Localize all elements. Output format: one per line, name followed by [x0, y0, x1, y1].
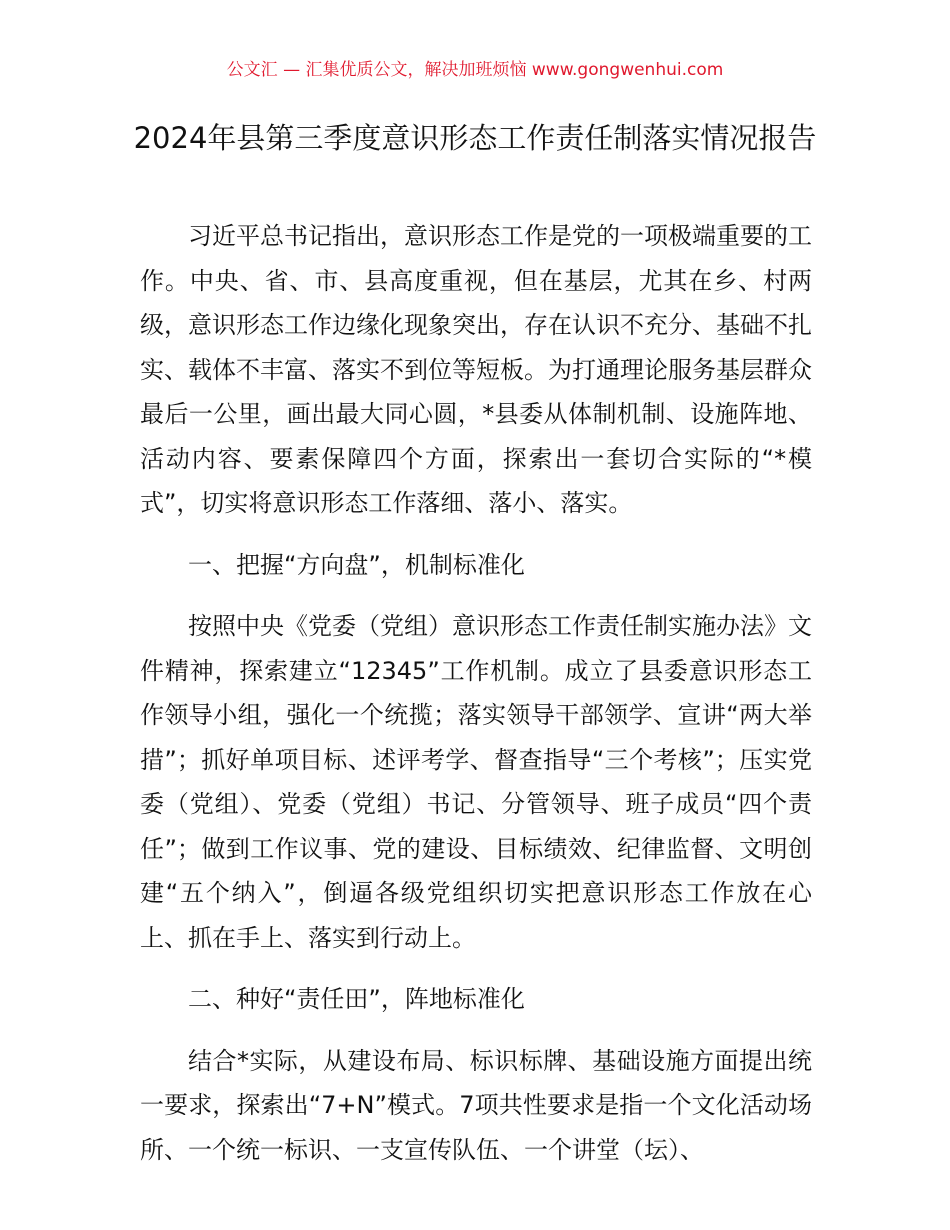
header-banner[interactable]: 公文汇 — 汇集优质公文，解决加班烦恼 www.gongwenhui.com: [226, 60, 724, 80]
section-1-paragraph: 按照中央《党委（党组）意识形态工作责任制实施办法》文件精神，探索建立“12345”工作机制。成立了县委意识形态工作领导小组，强化一个统揽；落实领导干部领学、宣讲“两大举措”；抓好单项目标、述评考学、督查指导“三个考核”；压实党委（党组）、党委（党组）书记、分管领导、班子成员“四个责任”；做到工作议事、党的建设、目标绩效、纪律监督、文明创建“五个纳入”，倒逼各级党组织切实把意识形态工作放在心上、抓在手上、落实到行动上。: [140, 612, 812, 952]
section-1-heading: 一、把握“方向盘”，机制标准化: [188, 550, 525, 579]
document-body: [140, 214, 812, 1189]
intro-paragraph: 习近平总书记指出，意识形态工作是党的一项极端重要的工作。中央、省、市、县高度重视，但在基层，尤其在乡、村两级，意识形态工作边缘化现象突出，存在认识不充分、基础不扎实、载体不丰富、落实不到位等短板。为打通理论服务基层群众最后一公里，画出最大同心圆，*县委从体制机制、设施阵地、活动内容、要素保障四个方面，探索出一套切合实际的“*模式”，切实将意识形态工作落细、落小、落实。: [140, 222, 812, 517]
document-title: 2024年县第三季度意识形态工作责任制落实情况报告: [133, 121, 817, 155]
section-2-paragraph: 结合*实际，从建设布局、标识标牌、基础设施方面提出统一要求，探索出“7+N”模式。7项共性要求是指一个文化活动场所、一个统一标识、一支宣传队伍、一个讲堂（坛）、: [140, 1046, 812, 1164]
section-2-heading: 二、种好“责任田”，阵地标准化: [188, 985, 525, 1013]
